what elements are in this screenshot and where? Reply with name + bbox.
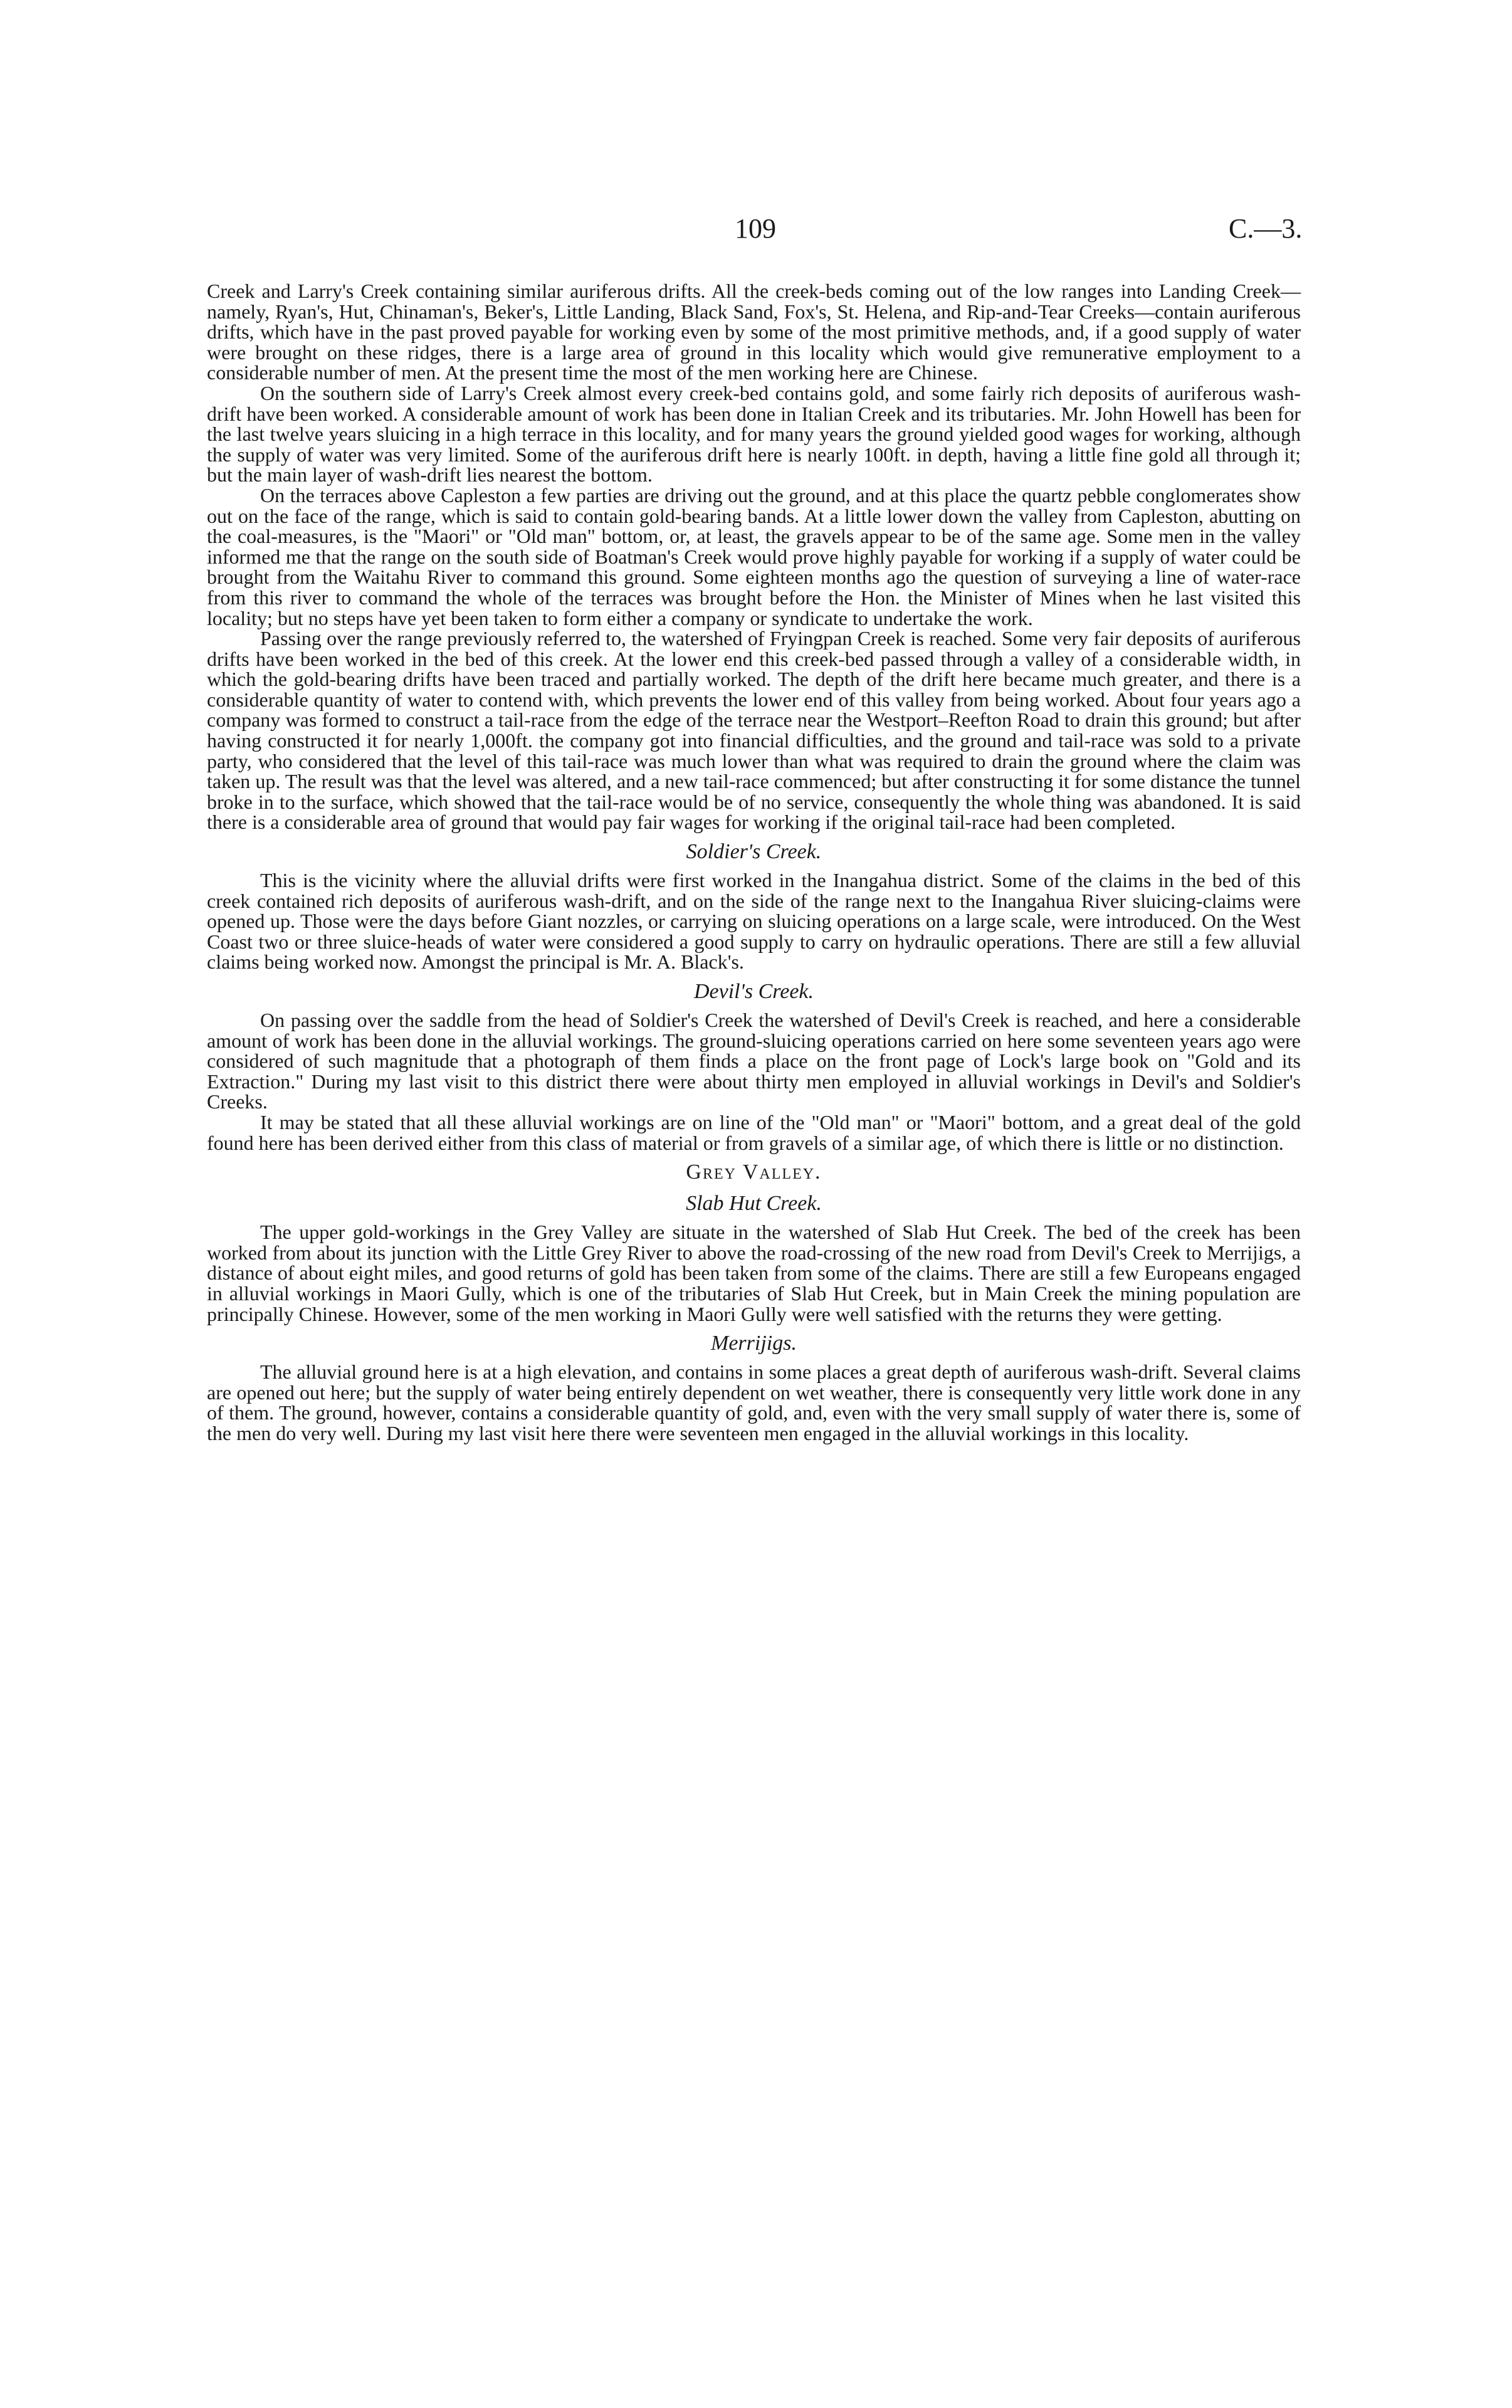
paragraph-capleston: On the terraces above Capleston a few parties are driving out the ground, and at this place the quartz pebble conglomerates show out on the face of the range, which is said to contain gold-bearing bands. At a little lower down the valley from Capleston, abutting on the coal-measures, is the "Maori" or "Old man" bottom, or, at least, the gravels appear to be of the same age. Some men in the valley informed me that the range on the south side of Boatman's Creek would prove highly payable for working if a supply of water could be brought from the Waitahu River to command this ground. Some eighteen months ago the question of surveying a line of water-race from this river to command the whole of the terraces was brought before the Hon. the Minister of Mines when he last visited this locality; but no steps have yet been taken to form either a company or syndicate to undertake the work. bbox=[207, 483, 1301, 629]
document-code: C.—3. bbox=[1229, 213, 1303, 244]
paragraph-larrys-creek: On the southern side of Larry's Creek almost every creek-bed contains gold, and some fairly rich deposits of auriferous wash-drift have been worked. A considerable amount of work has been done in Italian Creek and its tributaries. Mr. John Howell has been for the last twelve years sluicing in a high terrace in this locality, and for many years the ground yielded good wages for working, although the supply of water was very limited. Some of the auriferous drift here is nearly 100ft. in depth, having a little fine gold all through it; but the main layer of wash-drift lies nearest the bottom. bbox=[207, 381, 1301, 486]
paragraph-old-man-bottom: It may be stated that all these alluvial workings are on line of the "Old man" or "Maori" bottom, and a great deal of the gold found here has been derived either from this class of material or from gravels of a similar age, of which there is little or no distinction. bbox=[207, 1110, 1301, 1154]
paragraph-soldiers-creek: This is the vicinity where the alluvial drifts were first worked in the Inangahua district. Some of the claims in the bed of this creek contained rich deposits of auriferous wash-drift, and on the side of the range next to the Inangahua River sluicing-claims were opened up. Those were the days before Giant nozzles, or carrying on sluicing operations on a large scale, were introduced. On the West Coast two or three sluice-heads of water were considered a good supply to carry on hydraulic operations. There are still a few alluvial claims being worked now. Amongst the principal is Mr. A. Black's. bbox=[207, 869, 1301, 974]
paragraph-slab-hut-creek: The upper gold-workings in the Grey Valley are situate in the watershed of Slab Hut Creek. The bed of the creek has been worked from about its junction with the Little Grey River to above the road-crossing of the new road from Devil's Creek to Merrijigs, a distance of about eight miles, and good returns of gold has been taken from some of the claims. There are still a few Europeans engaged in alluvial workings in Maori Gully, which is one of the tributaries of Slab Hut Creek, but in Main Creek the mining population are principally Chinese. However, some of the men working in Maori Gully were well satisfied with the returns they were getting. bbox=[207, 1221, 1301, 1325]
heading-slab-hut-creek: Slab Hut Creek. bbox=[686, 1192, 822, 1216]
paragraph-devils-creek: On passing over the saddle from the head of Soldier's Creek the watershed of Devil's Creek is reached, and here a considerable amount of work has been done in the alluvial workings. The ground-sluicing operations carried on here some seventeen years ago were considered of such magnitude that a photograph of them finds a place on the front page of Lock's large book on "Gold and its Extraction." During my last visit to this district there were about thirty men employed in alluvial workings in Devil's and Soldier's Creeks. bbox=[207, 1009, 1301, 1113]
heading-merrijigs: Merrijigs. bbox=[711, 1332, 797, 1355]
heading-soldiers-creek: Soldier's Creek. bbox=[686, 840, 822, 864]
paragraph-merrijigs: The alluvial ground here is at a high elevation, and contains in some places a great depth of auriferous wash-drift. Several claims are opened out here; but the supply of water being entirely dependent on wet weather, there is consequently very little work done in any of them. The ground, however, contains a considerable quantity of gold, and, even with the very small supply of water there is, some of the men do very well. During my last visit here there were seventeen men engaged in the alluvial workings in this locality. bbox=[207, 1360, 1301, 1444]
page-number: 109 bbox=[735, 213, 776, 244]
document-body bbox=[207, 281, 1301, 1444]
paragraph-landing-creek: Creek and Larry's Creek containing similar auriferous drifts. All the creek-beds coming out of the low ranges into Landing Creek—namely, Ryan's, Hut, Chinaman's, Beker's, Little Landing, Black Sand, Fox's, St. Helena, and Rip-and-Tear Creeks—contain auriferous drifts, which have in the past proved payable for working even by some of the most primitive methods, and, if a good supply of water were brought on these ridges, there is a large area of ground in this locality which would give remunerative employment to a considerable number of men. At the present time the most of the men working here are Chinese. bbox=[207, 280, 1301, 384]
paragraph-fryingpan-creek: Passing over the range previously referred to, the watershed of Fryingpan Creek is reached. Some very fair deposits of auriferous drifts have been worked in the bed of this creek. At the lower end this creek-bed passed through a valley of a considerable width, in which the gold-bearing drifts have been traced and partially worked. The depth of the drift here became much greater, and there is a considerable quantity of water to contend with, which prevents the lower end of this valley from being worked. About four years ago a company was formed to construct a tail-race from the edge of the terrace near the Westport–Reefton Road to drain this ground; but after having constructed it for nearly 1,000ft. the company got into financial difficulties, and the ground and tail-race was sold to a private party, who considered that the level of this tail-race was much lower than what was required to drain the ground where the claim was taken up. The result was that the level was altered, and a new tail-race commenced; but after constructing it for some distance the tunnel broke in to the surface, which showed that the tail-race would be of no service, consequently the whole thing was abandoned. It is said there is a considerable area of ground that would pay fair wages for working if the original tail-race had been completed. bbox=[207, 627, 1301, 834]
heading-grey-valley: Grey Valley. bbox=[686, 1160, 822, 1184]
heading-devils-creek: Devil's Creek. bbox=[693, 980, 814, 1003]
